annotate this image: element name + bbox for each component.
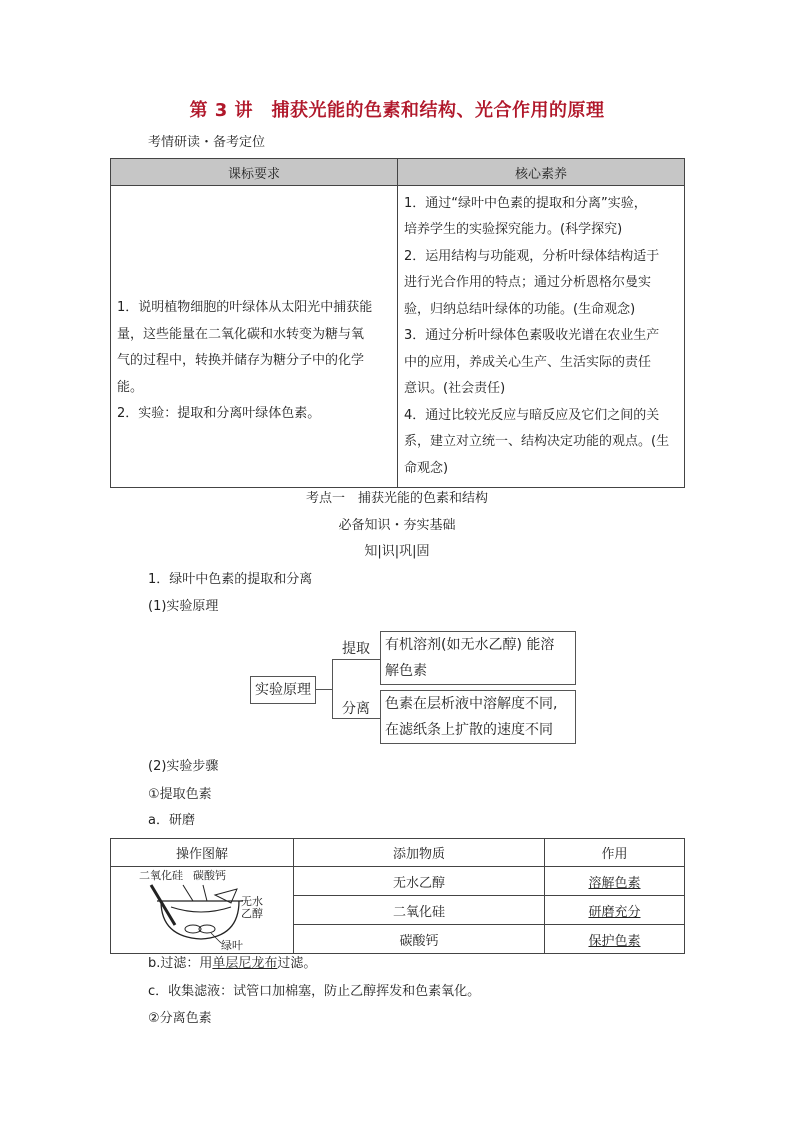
std-right-line: 培养学生的实验探究能力。(科学探究) <box>404 222 623 238</box>
diagram-connector <box>316 689 332 690</box>
standards-right-cell <box>398 186 685 488</box>
step-c: c．收集滤液：试管口加棉塞，防止乙醇挥发和色素氧化。 <box>148 984 481 999</box>
diagram-extract-text: 解色素 <box>385 663 427 679</box>
std-right-line: 意识。(社会责任) <box>404 381 506 397</box>
fig-label-leaf: 绿叶 <box>221 939 243 952</box>
page-title: 第 3 讲 捕获光能的色素和结构、光合作用的原理 <box>189 100 605 121</box>
diagram-connector <box>332 659 380 660</box>
step-b-prefix: b.过滤：用 <box>148 956 213 971</box>
mortar-icon <box>111 867 293 953</box>
step-2: ②分离色素 <box>148 1011 212 1026</box>
kaodian-heading: 考点一 捕获光能的色素和结构 <box>305 491 488 506</box>
item-1-2: (2)实验步骤 <box>148 759 219 774</box>
grind-substance-cell: 二氧化硅 <box>294 896 545 925</box>
diagram-separate-text: 在滤纸条上扩散的速度不同 <box>385 722 553 738</box>
grind-figure-cell <box>111 867 294 954</box>
diagram-separate-text: 色素在层析液中溶解度不同, <box>385 696 558 712</box>
diagram-branch-extract: 提取 <box>342 641 370 657</box>
item-1-1: (1)实验原理 <box>148 599 219 614</box>
grind-header-figure: 操作图解 <box>111 839 294 867</box>
diagram-extract-text: 有机溶剂(如无水乙醇) 能溶 <box>385 637 555 653</box>
std-right-line: 2．运用结构与功能观，分析叶绿体结构适于 <box>404 248 660 264</box>
std-right-line: 系，建立对立统一、结构决定功能的观点。(生 <box>404 434 670 450</box>
section-intro: 考情研读・备考定位 <box>148 135 266 150</box>
standards-header-left: 课标要求 <box>111 159 398 186</box>
grind-header-substance: 添加物质 <box>294 839 545 867</box>
std-left-line: 2．实验：提取和分离叶绿体色素。 <box>117 406 321 422</box>
diagram-separate-box <box>380 690 576 744</box>
item-1: 1．绿叶中色素的提取和分离 <box>148 572 313 587</box>
fig-label-ethanol-2: 乙醇 <box>241 907 263 920</box>
grind-effect-answer: 保护色素 <box>588 933 641 949</box>
std-right-line: 进行光合作用的特点；通过分析恩格尔曼实 <box>404 275 652 291</box>
grind-effect-cell <box>545 867 685 896</box>
step-b-answer: 单层尼龙布 <box>212 956 278 971</box>
step-b <box>148 955 316 973</box>
diagram-connector <box>332 718 380 719</box>
zhishi-heading: 知|识|巩|固 <box>364 544 430 559</box>
grind-table <box>110 838 685 954</box>
diagram-branch-separate: 分离 <box>342 701 370 717</box>
standards-left-cell <box>111 186 398 488</box>
standards-header-right: 核心素养 <box>398 159 685 186</box>
std-right-line: 验，归纳总结叶绿体的功能。(生命观念) <box>404 301 636 317</box>
diagram-root-box: 实验原理 <box>250 676 316 704</box>
grind-effect-cell <box>545 896 685 925</box>
grind-effect-cell <box>545 925 685 954</box>
std-right-line: 3．通过分析叶绿体色素吸收光谱在农业生产 <box>404 328 660 344</box>
std-right-line: 中的应用，养成关心生产、生活实际的责任 <box>404 354 652 370</box>
step-a: a．研磨 <box>148 813 195 828</box>
std-right-line: 4．通过比较光反应与暗反应及它们之间的关 <box>404 407 660 423</box>
diagram-extract-box <box>380 631 576 685</box>
bibei-heading: 必备知识・夯实基础 <box>338 518 456 533</box>
diagram-connector <box>332 659 333 719</box>
std-left-line: 气的过程中，转换并储存为糖分子中的化学 <box>117 353 365 369</box>
step-1: ①提取色素 <box>148 787 212 802</box>
std-left-line: 1．说明植物细胞的叶绿体从太阳光中捕获能 <box>117 300 373 316</box>
grind-substance-cell: 无水乙醇 <box>294 867 545 896</box>
grind-effect-answer: 溶解色素 <box>588 875 641 891</box>
std-left-line: 能。 <box>117 379 144 395</box>
grind-effect-answer: 研磨充分 <box>588 904 641 920</box>
grind-substance-cell: 碳酸钙 <box>294 925 545 954</box>
std-right-line: 命观念) <box>404 460 449 476</box>
std-right-line: 1．通过“绿叶中色素的提取和分离”实验， <box>404 195 647 211</box>
fig-label-caco3: 碳酸钙 <box>193 869 226 882</box>
fig-label-sio2: 二氧化硅 <box>139 869 183 882</box>
standards-table <box>110 158 685 488</box>
step-b-suffix: 过滤。 <box>277 956 317 971</box>
grind-header-effect: 作用 <box>545 839 685 867</box>
std-left-line: 量，这些能量在二氧化碳和水转变为糖与氧 <box>117 326 365 342</box>
fig-label-ethanol-1: 无水 <box>241 895 263 908</box>
